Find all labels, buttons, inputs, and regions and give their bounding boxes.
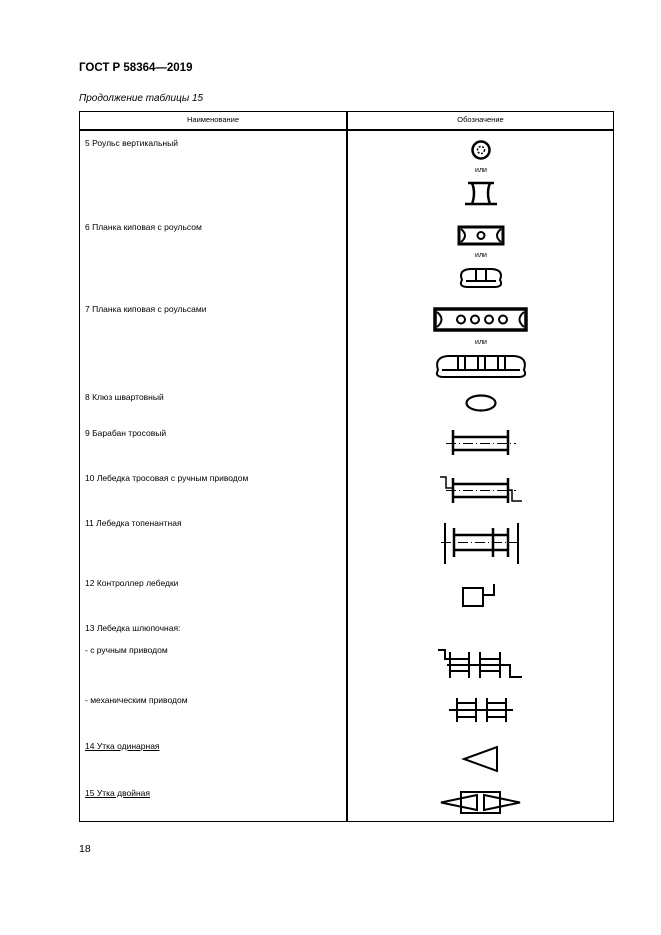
or-label: или (475, 339, 487, 346)
single-cleat-icon (464, 747, 497, 771)
row-name: 7 Планка киповая с роульсами (85, 304, 207, 314)
mooring-chock-icon (467, 396, 496, 411)
hand-winch-icon (440, 477, 522, 503)
vertical-roller-alt-icon (465, 183, 497, 204)
row-name: - с ручным приводом (85, 645, 168, 655)
row-name: 15 Утка двойная (85, 788, 150, 798)
row-name: 9 Барабан тросовый (85, 428, 167, 438)
column-header-name: Наименование (187, 115, 239, 124)
topping-winch-icon (441, 523, 521, 564)
table-caption: Продолжение таблицы 15 (79, 93, 204, 104)
double-cleat-icon (441, 792, 520, 813)
row-name: 10 Лебедка тросовая с ручным приводом (85, 473, 249, 483)
wire-drum-icon (446, 430, 516, 455)
fairlead-roller-alt-icon (461, 269, 501, 287)
fairlead-rollers-icon (435, 309, 526, 330)
page-number: 18 (79, 843, 91, 855)
row-name: - механическим приводом (85, 695, 188, 705)
column-header-symbol: Обозначение (457, 115, 504, 124)
row-name: 13 Лебедка шлюпочная: (85, 623, 181, 633)
vertical-roller-icon (473, 142, 490, 159)
fairlead-rollers-alt-icon (437, 356, 525, 377)
document-title: ГОСТ Р 58364—2019 (79, 62, 193, 74)
row-name: 8 Клюз швартовный (85, 392, 164, 402)
row-name: 14 Утка одинарная (85, 741, 160, 751)
row-name: 12 Контроллер лебедки (85, 578, 179, 588)
fairlead-roller-icon (459, 227, 503, 244)
row-name: 5 Роульс вертикальный (85, 138, 178, 148)
winch-controller-icon (463, 584, 494, 606)
row-name: 11 Лебедка топенантная (85, 518, 182, 528)
or-label: или (475, 167, 487, 174)
boat-powered-winch-icon (449, 698, 513, 722)
or-label: или (475, 252, 487, 259)
boat-hand-winch-icon (438, 650, 522, 678)
row-name: 6 Планка киповая с роульсом (85, 222, 202, 232)
